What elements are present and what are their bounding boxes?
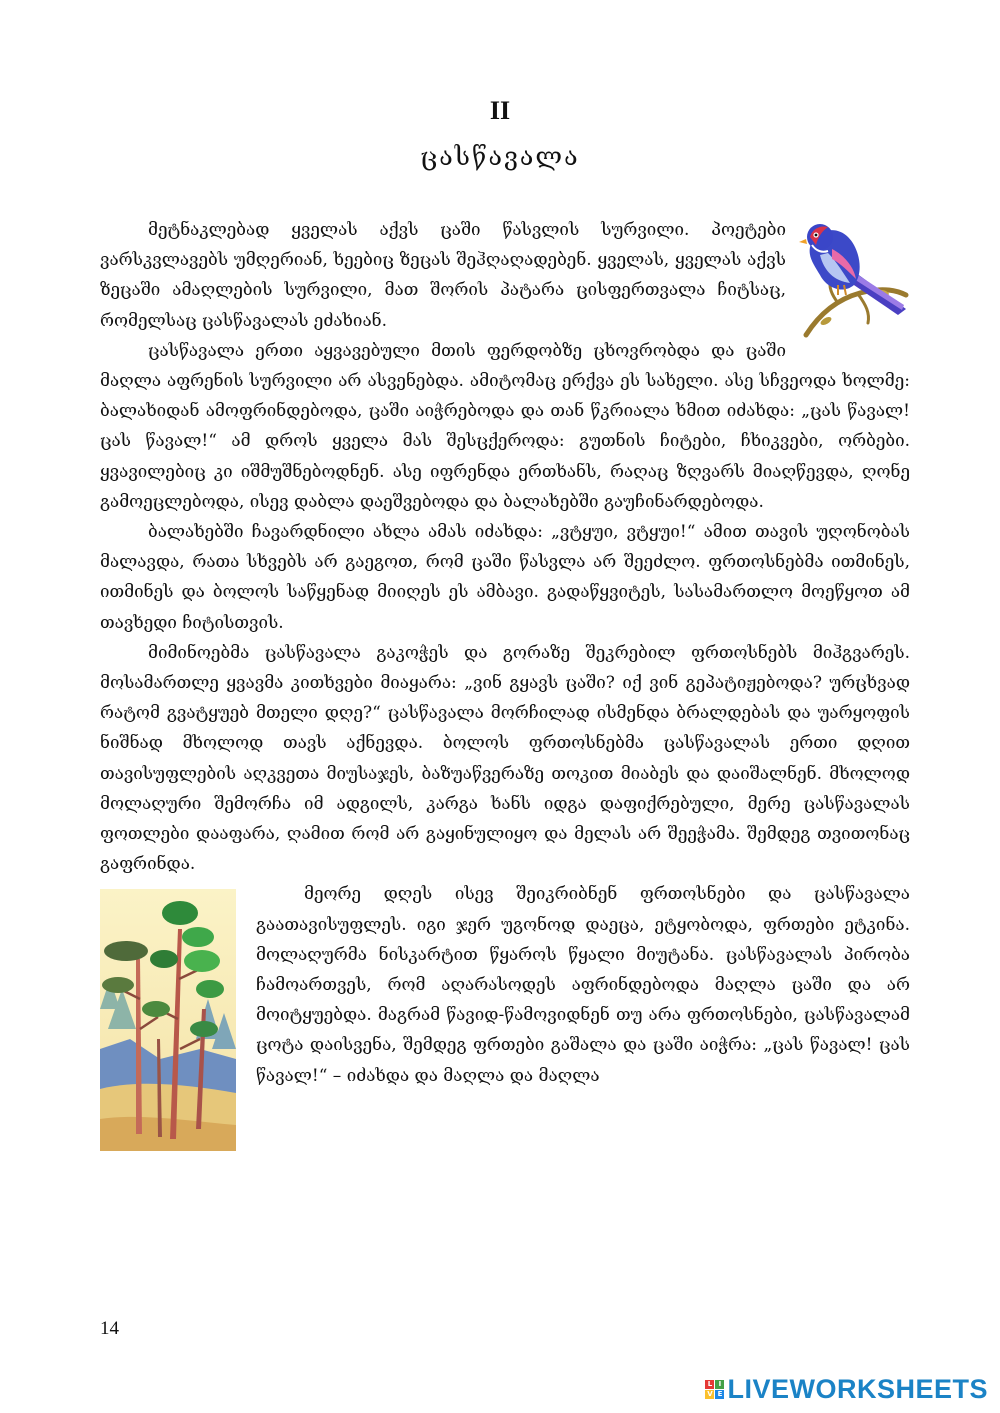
logo-letter: E xyxy=(715,1390,724,1399)
bird-illustration xyxy=(798,215,910,340)
paragraph: მეორე დღეს ისევ შეიკრიბნენ ფრთოსნები და ცასწავალა გაათავისუფლეს. იგი ჯერ უგონოდ დაეცა, ეტყობოდა, ფრთები ეტკინა. მოლაღურმა ნისკარტით წყაროს წყალი მიუტანა. ცასწავალას პირობა ჩამოართვეს, რომ აღარასოდეს აფრინდებოდა მაღლა ცაში და არ მოიტყუებდა. მაგრამ წავიდ-წამოვიდნენ თუ არა ფრთოსნები, ცასწავალამ ცოტა დაისვენა, შემდეგ ფრთები გაშალა და ცაში აიჭრა: „ცას წავალ! ცას წავალ!“ – იძახდა და მაღლა და მაღლა xyxy=(256,884,910,1086)
forest-illustration xyxy=(100,889,236,1151)
liveworksheets-text: LIVEWORKSHEETS xyxy=(727,1373,988,1404)
page-number: 14 xyxy=(100,1318,119,1339)
liveworksheets-logo-icon xyxy=(705,1380,724,1399)
paragraph: ცასწავალა ერთი აყვავებული მთის ფერდობზე ცხოვრობდა და ცაში მაღლა აფრენის სურვილი არ ასვენებდა. ამიტომაც ერქვა ეს სახელი. ასე სჩვეოდა ხოლმე: ბალახიდან ამოფრინდებოდა, ცაში აიჭრებოდა და თან წკრიალა ხმით იძახდა: „ცას წავალ! ცას წავალ!“ ამ დროს ყველა მას შესცქეროდა: გუთნის ჩიტები, ჩხიკვები, ორბები. ყვავილებიც კი იშმუშნებოდნენ. ასე იფრენდა ერთხანს, რაღაც ზღვარს მიაღწევდა, ღონე გამოეცლებოდა, ისევ დაბლა დაეშვებოდა და ბალახებში გაუჩინარდებოდა. xyxy=(100,340,910,512)
liveworksheets-watermark xyxy=(705,1372,988,1406)
logo-letter: L xyxy=(705,1380,714,1389)
paragraph: ბალახებში ჩავარდნილი ახლა ამას იძახდა: „ვტყუი, ვტყუი!“ ამით თავის უღონობას მალავდა, რათა სხვებს არ გაეგოთ, რომ ცაში წასვლა არ შეეძლო. ფრთოსნებმა ითმინეს, ითმინეს და ბოლოს საწყენად მიიღეს ეს ამბავი. გადაწყვიტეს, სასამართლო მოეწყოთ ამ თავხედი ჩიტისთვის. xyxy=(100,522,910,633)
paragraph: მიმინოებმა ცასწავალა გაკოჭეს და გორაზე შეკრებილ ფრთოსნებს მიჰგვარეს. მოსამართლე ყვავმა კითხვები მიაყარა: „ვინ გყავს ცაში? იქ ვინ გეპატიჟებოდა? ურცხვად რატომ გვატყუებ მთელი დღე?“ ცასწავალა მორჩილად ისმენდა ბრალდებას და უარყოფის ნიშნად მხოლოდ თავს აქნევდა. ბოლოს ფრთოსნებმა ცასწავალას ერთი დღით თავისუფლების აღკვეთა მიუსაჯეს, ბაზუაწვერაზე თოკით მიაბეს და დაიშალნენ. მხოლოდ მოლაღური შემორჩა იმ ადგილს, კარგა ხანს იდგა დაფიქრებული, მერე ცასწავალას ფოთლები დააფარა, ღამით რომ არ გაყინულიყო და მელას არ შეეჭამა. შემდეგ თვითონაც გაფრინდა. xyxy=(100,642,910,875)
logo-letter: V xyxy=(707,1389,713,1398)
chapter-number: II xyxy=(489,96,511,125)
paragraph: მეტნაკლებად ყველას აქვს ცაში წასვლის სურვილი. პოეტები ვარსკვლავებს უმღერიან, ხეებიც ზეცას შეჰღაღადებენ. ყველას, ყველას აქვს ზეცაში ამაღლების სურვილი, მათ შორის პატარა ცისფერთვალა ჩიტსაც, რომელსაც ცასწავალას ეძახიან. xyxy=(100,220,786,331)
story-body xyxy=(100,215,910,1155)
logo-letter: I xyxy=(715,1380,724,1389)
chapter-title: ცასწავალა xyxy=(420,142,580,171)
